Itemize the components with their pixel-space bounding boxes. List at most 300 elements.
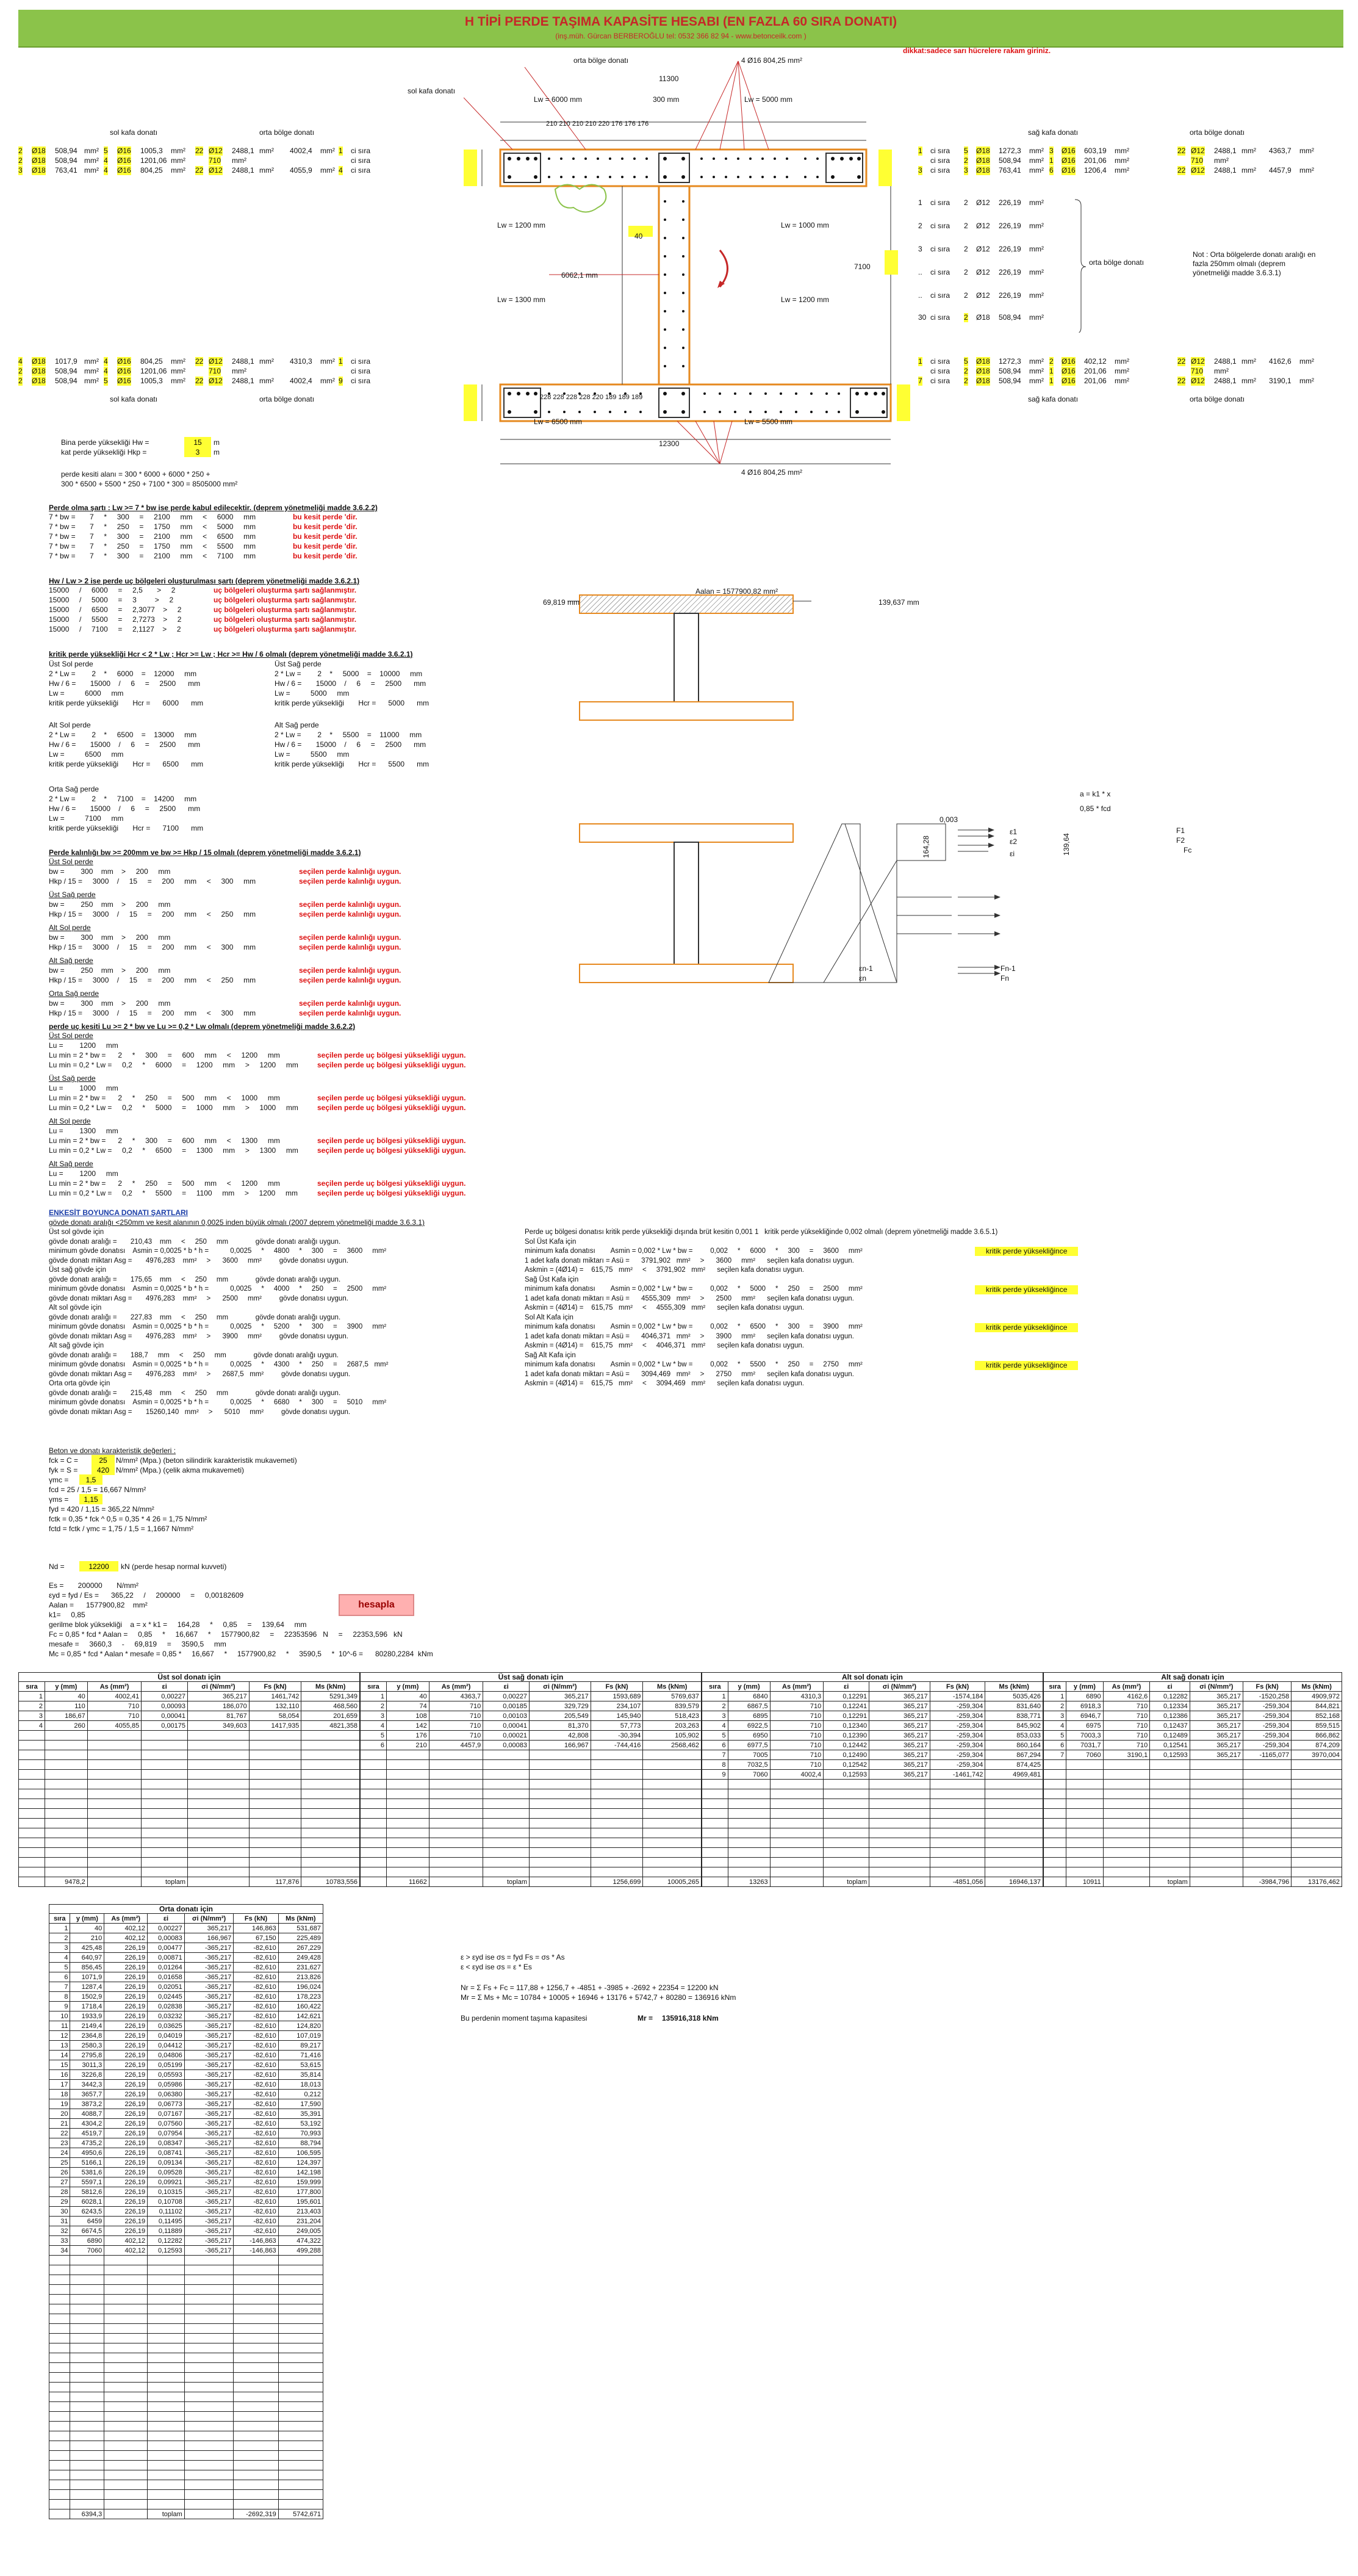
table-cell: 710 <box>770 1741 824 1750</box>
col-head: sıra <box>361 1682 387 1692</box>
hkp-input[interactable] <box>184 447 211 457</box>
table-cell: -365,217 <box>184 2187 234 2197</box>
table-row <box>19 1711 360 1721</box>
table-cell: 3442,3 <box>70 2080 104 2090</box>
table-cell: 226,19 <box>104 2031 148 2041</box>
top-bar-text: 4 Ø16 804,25 mm² <box>741 56 803 65</box>
table-cell: 6890 <box>70 2236 104 2246</box>
line-2: Lu min = 0,2 * Lw = 0,2 * 6000 = 1200 mm > 1200 mm <box>49 1061 298 1069</box>
result-line: seçilen perde uç bölgesi yüksekliği uygun. <box>317 1061 466 1069</box>
rebar-cell: Ø12 <box>1191 166 1205 175</box>
table-cell: -365,217 <box>184 2246 234 2256</box>
table-cell: 499,288 <box>278 2246 323 2256</box>
rebar-cell: 5 <box>964 357 968 366</box>
table-cell: 0,00185 <box>483 1701 530 1711</box>
rebar-cell: ci sıra <box>351 377 371 385</box>
fck-desc: N/mm² (Mpa.) (beton silindirik karakteristik mukavemeti) <box>116 1456 297 1465</box>
mid-rebar-cell: ci sıra <box>930 291 950 300</box>
table-row <box>49 1933 323 1943</box>
table-cell: 845,902 <box>985 1721 1043 1731</box>
table-cell: 0,07954 <box>148 2129 185 2138</box>
rebar-cell: Ø18 <box>32 357 46 366</box>
table-cell: 7032,5 <box>728 1760 770 1770</box>
table-cell: 1287,4 <box>70 1982 104 1992</box>
table-cell: 57,773 <box>591 1721 643 1731</box>
expr-line: 7 * bw = 7 * 250 = 1750 mm < 5500 mm <box>49 542 256 550</box>
table-cell: -82,610 <box>234 2207 278 2217</box>
group-name: Orta Sağ perde <box>49 989 99 998</box>
gms-input[interactable] <box>79 1494 102 1504</box>
table-cell: -1520,258 <box>1243 1692 1291 1701</box>
group-name: Üst Sağ perde <box>49 1074 96 1083</box>
rebar-cell: 9 <box>339 377 343 385</box>
result-line: seçilen perde uç bölgesi yüksekliği uygun. <box>317 1146 466 1155</box>
yellow-cells-note: dikkat:sadece sarı hücrelere rakam giriniz. <box>903 46 1051 55</box>
rebar-cell: 1005,3 <box>140 377 163 385</box>
table-row <box>49 2031 323 2041</box>
table-cell: 0,02838 <box>148 2002 185 2011</box>
top-flange <box>500 150 866 186</box>
fck-input[interactable] <box>92 1455 115 1465</box>
table-row <box>49 2002 323 2011</box>
table-cell: 2580,3 <box>70 2041 104 2051</box>
mid-rebar-cell: Ø12 <box>976 245 990 253</box>
fyk-desc: N/mm² (Mpa.) (çelik akma mukavemeti) <box>116 1466 245 1474</box>
fctk-line: fctk = 0,35 * fck ^ 0,5 = 0,35 * 4 26 = 1,75 N/mm² <box>49 1515 207 1523</box>
rebar-cell: 5 <box>964 146 968 155</box>
table-cell: 226,19 <box>104 2217 148 2226</box>
rebar-cell: 508,94 <box>55 146 77 155</box>
table-row <box>49 1992 323 2002</box>
table-row <box>361 1701 702 1711</box>
table-cell: 5 <box>361 1731 387 1741</box>
rebar-cell: Ø18 <box>976 357 990 366</box>
group-name: Alt Sol perde <box>49 1117 91 1125</box>
rebar-cell: 2 <box>18 146 23 155</box>
table-cell: -82,610 <box>234 2187 278 2197</box>
rebar-cell: 4002,4 <box>290 377 312 385</box>
spacings-top: 210 210 210 210 220 176 176 176 <box>546 120 649 128</box>
rebar-cell: mm² <box>1241 377 1256 385</box>
mid-rebar-cell: 2 <box>964 313 968 322</box>
table-cell: 640,97 <box>70 1953 104 1963</box>
table-cell: 518,423 <box>643 1711 702 1721</box>
table-cell: 142,198 <box>278 2168 323 2177</box>
kritik-label-4: kritik perde yüksekliğince <box>975 1361 1078 1370</box>
table-cell: 0,12442 <box>824 1741 869 1750</box>
table-cell: 0,12291 <box>824 1711 869 1721</box>
table-cell: 17 <box>49 2080 70 2090</box>
epsn-label: εn <box>859 974 867 983</box>
spacings-bottom: 228 228 228 228 220 189 189 189 <box>540 394 643 401</box>
table-cell: -365,217 <box>184 1943 234 1953</box>
rebar-cell: 402,12 <box>1084 357 1107 366</box>
table-cell: 1461,742 <box>249 1692 301 1701</box>
table-cell: -365,217 <box>184 2041 234 2051</box>
col-head: Ms (kNm) <box>643 1682 702 1692</box>
table-cell: -365,217 <box>184 1992 234 2002</box>
hw-label: Bina perde yüksekliği Hw = <box>61 438 149 447</box>
rebar-cell: 1 <box>918 146 922 155</box>
result-line: seçilen perde uç bölgesi yüksekliği uygun. <box>317 1094 466 1102</box>
line-1: Lu min = 2 * bw = 2 * 250 = 500 mm < 1000 mm <box>49 1094 280 1102</box>
table-cell: 145,940 <box>591 1711 643 1721</box>
fc-label: Fc <box>1184 846 1192 854</box>
rebar-cell: Ø18 <box>32 146 46 155</box>
col-head: sıra <box>19 1682 45 1692</box>
rebar-cell: mm² <box>1241 357 1256 366</box>
lw-6000: Lw = 6000 mm <box>534 95 583 104</box>
result-line: seçilen perde uç bölgesi yüksekliği uygun. <box>317 1136 466 1145</box>
table-cell: 0,01658 <box>148 1972 185 1982</box>
table-cell: 4002,4 <box>770 1770 824 1780</box>
table-cell: 5381,6 <box>70 2168 104 2177</box>
table-cell: 0,00103 <box>483 1711 530 1721</box>
table-cell: 160,422 <box>278 2002 323 2011</box>
mid-rebar-cell: mm² <box>1029 313 1044 322</box>
line-2: Lu min = 0,2 * Lw = 0,2 * 5000 = 1000 mm > 1000 mm <box>49 1103 298 1112</box>
table-cell: 365,217 <box>869 1721 930 1731</box>
rebar-cell: mm² <box>84 377 99 385</box>
total-cell: toplam <box>483 1877 530 1887</box>
total-cell: toplam <box>824 1877 869 1887</box>
rebar-cell: Ø16 <box>117 357 131 366</box>
rebar-cell: Ø16 <box>1062 367 1076 375</box>
table-cell: 21 <box>49 2119 70 2129</box>
rebar-cell: mm² <box>171 357 185 366</box>
table-cell: 213,826 <box>278 1972 323 1982</box>
table-cell: 32 <box>49 2226 70 2236</box>
hkp-unit: m <box>214 448 220 456</box>
table-cell: 3190,1 <box>1103 1750 1150 1760</box>
table-title: Alt sağ donatı için <box>1043 1672 1342 1681</box>
table-cell: -82,610 <box>234 1992 278 2002</box>
rebar-cell: mm² <box>171 166 185 175</box>
table-row <box>702 1692 1043 1701</box>
table-cell: 0,12437 <box>1150 1721 1190 1731</box>
table-cell: 7 <box>49 1982 70 1992</box>
rebar-cell: 508,94 <box>55 367 77 375</box>
rebar-cell: 2488,1 <box>1214 377 1237 385</box>
fyk-input[interactable] <box>92 1465 115 1475</box>
col-head: y (mm) <box>45 1682 88 1692</box>
table-cell: 6243,5 <box>70 2207 104 2217</box>
rebar-cell: Ø16 <box>117 156 131 165</box>
enkesit-right: Perde uç bölgesi donatısı kritik perde yüksekliği dışında brüt kesitin 0,001 1 kritik perde yüksekliğinde 0,002 olmalı (deprem yönetmeliği madde 3.6.5.1) Sol Üst Kafa için minimum kafa donatısı Asmin = 0,002 * Lw * bw = 0,002 * 6000 * 300 = 3600 mm² 1 adet kafa donatı miktarı = Asü = 3791,902 mm² > 3600 mm² seçilen kafa donatısı uygun. Askmin = (4Ø14) = 615,75 mm² < 3791,902 mm² seçilen kafa donatısı uygun. Sağ Üst Kafa için minimum kafa donatısı Asmin = 0,002 * Lw * bw = 0,002 * 5000 * 250 = 2500 mm² 1 adet kafa donatı miktarı = Asü = 4555,309 mm² > 2500 mm² seçilen kafa donatısı uygun. Askmin = (4Ø14) = 615,75 mm² < 4555,309 mm² seçilen kafa donatısı uygun. Sol Alt Kafa için minimum kafa donatısı Asmin = 0,002 * Lw * bw = 0,002 * 6500 * 300 = 3900 mm² 1 adet kafa donatı miktarı = Asü = 4046,371 mm² > 3900 mm² seçilen kafa donatısı uygun. Askmin = (4Ø14) = 615,75 mm² < 4046,371 mm² seçilen kafa donatısı uygun. Sağ Alt Kafa için minimum kafa donatısı Asmin = 0,002 * Lw * bw = 0,002 * 5500 * 250 = 2750 mm² 1 adet kafa donatı miktarı = Asü = 3094,469 mm² > 2750 mm² seçilen kafa donatısı uygun. Askmin = (4Ø14) = 615,75 mm² < 3094,469 mm² seçilen kafa donatısı uygun. <box>525 1228 998 1387</box>
table-cell: 226,19 <box>104 1963 148 1972</box>
rebar-cell: Ø18 <box>32 377 46 385</box>
expr-line: 15000 / 6000 = 2,5 > 2 <box>49 586 176 594</box>
table-cell: 58,054 <box>249 1711 301 1721</box>
rebar-cell: 2488,1 <box>232 146 254 155</box>
table-cell: 132,110 <box>249 1701 301 1711</box>
table-cell: -82,610 <box>234 2031 278 2041</box>
table-cell: 710 <box>1103 1711 1150 1721</box>
table-cell: 226,19 <box>104 2051 148 2060</box>
line-1: bw = 250 mm > 200 mm <box>49 900 171 909</box>
table-cell: 0,09921 <box>148 2177 185 2187</box>
table-cell: 6950 <box>728 1731 770 1741</box>
hw-unit: m <box>214 438 220 447</box>
table-cell: 7031,7 <box>1066 1741 1103 1750</box>
rebar-cell: mm² <box>259 166 274 175</box>
table-cell: 0,11889 <box>148 2226 185 2236</box>
table-cell: 231,204 <box>278 2217 323 2226</box>
head-sol-kafa-bottom: sol kafa donatı <box>110 395 158 403</box>
rebar-cell: 2 <box>18 367 23 375</box>
table-cell: 710 <box>1103 1721 1150 1731</box>
rebar-cell: ci sıra <box>351 357 371 366</box>
rebar-cell: mm² <box>259 377 274 385</box>
gmc-input[interactable] <box>79 1474 102 1485</box>
table-cell: 74 <box>387 1701 429 1711</box>
table-row <box>49 1943 323 1953</box>
table-row <box>49 2060 323 2070</box>
table-cell: 0,04412 <box>148 2041 185 2051</box>
rebar-cell: 201,06 <box>1084 156 1107 165</box>
summary-l5-label: Bu perdenin moment taşıma kapasitesi <box>461 2014 587 2022</box>
nd-input[interactable] <box>79 1561 118 1571</box>
table-cell: -365,217 <box>184 2177 234 2187</box>
col-head: εi <box>824 1682 869 1692</box>
rebar-cell: 4 <box>18 357 23 366</box>
table-cell: 365,217 <box>869 1741 930 1750</box>
table-cell: -365,217 <box>184 2236 234 2246</box>
total-row <box>702 1877 1043 1887</box>
table-cell: -82,610 <box>234 2177 278 2187</box>
table-cell: 226,19 <box>104 2207 148 2217</box>
rebar-cell: 4310,3 <box>290 357 312 366</box>
table-cell: -259,304 <box>1243 1731 1291 1741</box>
table-cell: 2568,462 <box>643 1741 702 1750</box>
rebar-cell: 22 <box>195 146 204 155</box>
line-2: Lu min = 0,2 * Lw = 0,2 * 5500 = 1100 mm > 1200 mm <box>49 1189 298 1197</box>
line-1: bw = 300 mm > 200 mm <box>49 999 171 1008</box>
table-cell: 0,07560 <box>148 2119 185 2129</box>
table-row <box>49 1963 323 1972</box>
rebar-cell: ci sıra <box>930 146 950 155</box>
table-cell: 0,11102 <box>148 2207 185 2217</box>
rebar-cell: 763,41 <box>999 166 1021 175</box>
col-head: σi (N/mm²) <box>1190 1682 1243 1692</box>
col-head: Fs (kN) <box>930 1682 985 1692</box>
table-cell: 15 <box>49 2060 70 2070</box>
table-cell: 42,808 <box>530 1731 591 1741</box>
total-cell <box>869 1877 930 1887</box>
rebar-cell: mm² <box>1115 156 1129 165</box>
mid-rebar-cell: .. <box>918 268 922 276</box>
table-cell: -82,610 <box>234 2168 278 2177</box>
table-cell: 5291,349 <box>301 1692 360 1701</box>
table-cell: 9 <box>702 1770 728 1780</box>
total-cell: toplam <box>148 2509 185 2519</box>
table-cell: -259,304 <box>1243 1701 1291 1711</box>
table-cell: 365,217 <box>869 1750 930 1760</box>
rebar-cell: 7 <box>918 377 922 385</box>
mid-rebar-cell: 2 <box>964 245 968 253</box>
kritik-label-1: kritik perde yüksekliğince <box>975 1247 1078 1256</box>
table-cell: 35,814 <box>278 2070 323 2080</box>
rebar-cell: 508,94 <box>999 367 1021 375</box>
group-name: Üst Sol perde <box>49 857 93 866</box>
table-cell: 329,729 <box>530 1701 591 1711</box>
table-cell: 4 <box>702 1721 728 1731</box>
rebar-cell: Ø18 <box>32 367 46 375</box>
table-cell: 34 <box>49 2246 70 2256</box>
rebar-cell: 804,25 <box>140 166 163 175</box>
table-cell: 226,19 <box>104 2002 148 2011</box>
table-cell: 81,767 <box>188 1711 250 1721</box>
table-cell: 35,391 <box>278 2109 323 2119</box>
page-subtitle: (inş.müh. Gürcan BERBEROĞLU tel: 0532 366 82 94 - www.betonceilk.com ) <box>555 32 807 40</box>
table-cell: 108 <box>387 1711 429 1721</box>
summary-l5-mr: Mr = <box>638 2014 653 2022</box>
table-cell: 365,217 <box>869 1692 930 1701</box>
result-line: uç bölgeleri oluşturma şartı sağlanmıştır. <box>214 605 357 614</box>
rebar-cell: 2 <box>964 377 968 385</box>
f1-label: F1 <box>1176 826 1185 835</box>
table-cell: 0,00871 <box>148 1953 185 1963</box>
table-cell: 2795,8 <box>70 2051 104 2060</box>
total-cell: 117,876 <box>249 1877 301 1887</box>
table-row <box>702 1750 1043 1760</box>
result-line: seçilen perde uç bölgesi yüksekliği uygun. <box>317 1189 466 1197</box>
hesapla-button[interactable]: hesapla <box>339 1594 414 1616</box>
mid-rebar-cell: 3 <box>918 245 922 253</box>
area-line1: perde kesiti alanı = 300 * 6000 + 6000 * 250 + <box>61 470 210 478</box>
rebar-cell: mm² <box>1029 357 1044 366</box>
table-cell: 365,217 <box>1190 1741 1243 1750</box>
table-row <box>49 2090 323 2099</box>
rebar-cell: Ø12 <box>209 146 223 155</box>
table-cell: 710 <box>770 1701 824 1711</box>
table-cell: 25 <box>49 2158 70 2168</box>
table-cell: 402,12 <box>104 2236 148 2246</box>
table-cell: 3 <box>361 1711 387 1721</box>
rebar-cell: mm² <box>171 367 185 375</box>
table-row <box>1044 1750 1342 1760</box>
mid-rebar-cell: 2 <box>964 222 968 230</box>
result-line: bu kesit perde 'dir. <box>293 522 357 531</box>
mid-rebar-cell: Ø12 <box>976 198 990 207</box>
rebar-cell: mm² <box>320 357 335 366</box>
section-enkesit-title: ENKESİT BOYUNCA DONATI ŞARTLARI <box>49 1208 188 1217</box>
table-cell: -365,217 <box>184 2148 234 2158</box>
table-cell: 6 <box>49 1972 70 1982</box>
total-cell <box>1190 1877 1243 1887</box>
table-cell: 0,12593 <box>148 2246 185 2256</box>
table-cell: 196,024 <box>278 1982 323 1992</box>
table-cell: 859,515 <box>1292 1721 1342 1731</box>
table-cell: -82,610 <box>234 2158 278 2168</box>
rebar-cell: ci sıra <box>930 166 950 175</box>
rebar-cell: 2488,1 <box>232 377 254 385</box>
table-cell: -259,304 <box>930 1750 985 1760</box>
rebar-cell: mm² <box>171 146 185 155</box>
rebar-cell: mm² <box>1214 156 1229 165</box>
line-0: Lu = 1200 mm <box>49 1041 118 1050</box>
table-cell: -365,217 <box>184 2051 234 2060</box>
table-cell: 710 <box>770 1721 824 1731</box>
rebar-cell: mm² <box>320 166 335 175</box>
rebar-cell: 2488,1 <box>1214 146 1237 155</box>
table-cell: 0,00477 <box>148 1943 185 1953</box>
total-cell: -3984,796 <box>1243 1877 1291 1887</box>
col-head: εi <box>148 1914 185 1924</box>
table-cell: 5 <box>702 1731 728 1741</box>
table-cell: 365,217 <box>869 1711 930 1721</box>
table-cell: 866,862 <box>1292 1731 1342 1741</box>
table-row <box>19 1721 360 1731</box>
rebar-cell: 4055,9 <box>290 166 312 175</box>
table-cell: 2 <box>702 1701 728 1711</box>
table-cell: -82,610 <box>234 2197 278 2207</box>
table-cell: 0,05593 <box>148 2070 185 2080</box>
result-line: bu kesit perde 'dir. <box>293 513 357 521</box>
mid-rebar-cell: 30 <box>918 313 927 322</box>
table-cell: -82,610 <box>234 2217 278 2226</box>
rebar-cell: 3 <box>964 166 968 175</box>
table-cell: 8 <box>49 1992 70 2002</box>
table-cell: 365,217 <box>188 1692 250 1701</box>
hw-input[interactable] <box>184 437 211 447</box>
table-cell: 6895 <box>728 1711 770 1721</box>
table-cell: -82,610 <box>234 2051 278 2060</box>
table-cell: 874,209 <box>1292 1741 1342 1750</box>
rebar-cell: Ø12 <box>1191 357 1205 366</box>
table-cell: -365,217 <box>184 2168 234 2177</box>
rebar-cell: ci sıra <box>351 166 371 175</box>
table-title: Alt sol donatı için <box>702 1672 1043 1681</box>
summary-l4: Mr = Σ Ms + Mc = 10784 + 10005 + 16946 + 13176 + 5742,7 + 80280 = 136916 kNm <box>461 1993 736 2002</box>
rebar-cell: 22 <box>195 357 204 366</box>
table-cell: -82,610 <box>234 2148 278 2158</box>
table-cell: -82,610 <box>234 2041 278 2051</box>
col-head: Fs (kN) <box>1243 1682 1291 1692</box>
table-cell: 6975 <box>1066 1721 1103 1731</box>
table-cell: 0,00021 <box>483 1731 530 1741</box>
table-row <box>49 2011 323 2021</box>
table-cell: 0,00083 <box>148 1933 185 1943</box>
table-cell: 531,687 <box>278 1924 323 1933</box>
table-cell: 402,12 <box>104 1924 148 1933</box>
rebar-cell: mm² <box>1029 146 1044 155</box>
table-cell: 3 <box>19 1711 45 1721</box>
table-cell: 0,00175 <box>142 1721 188 1731</box>
mid-rebar-cell: .. <box>918 291 922 300</box>
rebar-cell: 804,25 <box>140 357 163 366</box>
table-cell: 2 <box>49 1933 70 1943</box>
rebar-cell: mm² <box>171 156 185 165</box>
table-cell: 365,217 <box>184 1924 234 1933</box>
line-0: Lu = 1200 mm <box>49 1169 118 1178</box>
table-cell: -365,217 <box>184 1982 234 1992</box>
table-cell: -82,610 <box>234 1953 278 1963</box>
rebar-cell: mm² <box>259 357 274 366</box>
table-row <box>702 1770 1043 1780</box>
table-cell: 0,08741 <box>148 2148 185 2158</box>
table-cell: 26 <box>49 2168 70 2177</box>
rebar-cell: 4 <box>339 166 343 175</box>
table-row <box>49 1953 323 1963</box>
table-cell: 710 <box>429 1711 483 1721</box>
table-cell: 4 <box>19 1721 45 1731</box>
table-cell: 3 <box>49 1943 70 1953</box>
rebar-cell: 508,94 <box>999 377 1021 385</box>
result-line: uç bölgeleri oluşturma şartı sağlanmıştır. <box>214 586 357 594</box>
col-head: y (mm) <box>70 1914 104 1924</box>
fcd-line: fcd = 25 / 1,5 = 16,667 N/mm² <box>49 1485 146 1494</box>
